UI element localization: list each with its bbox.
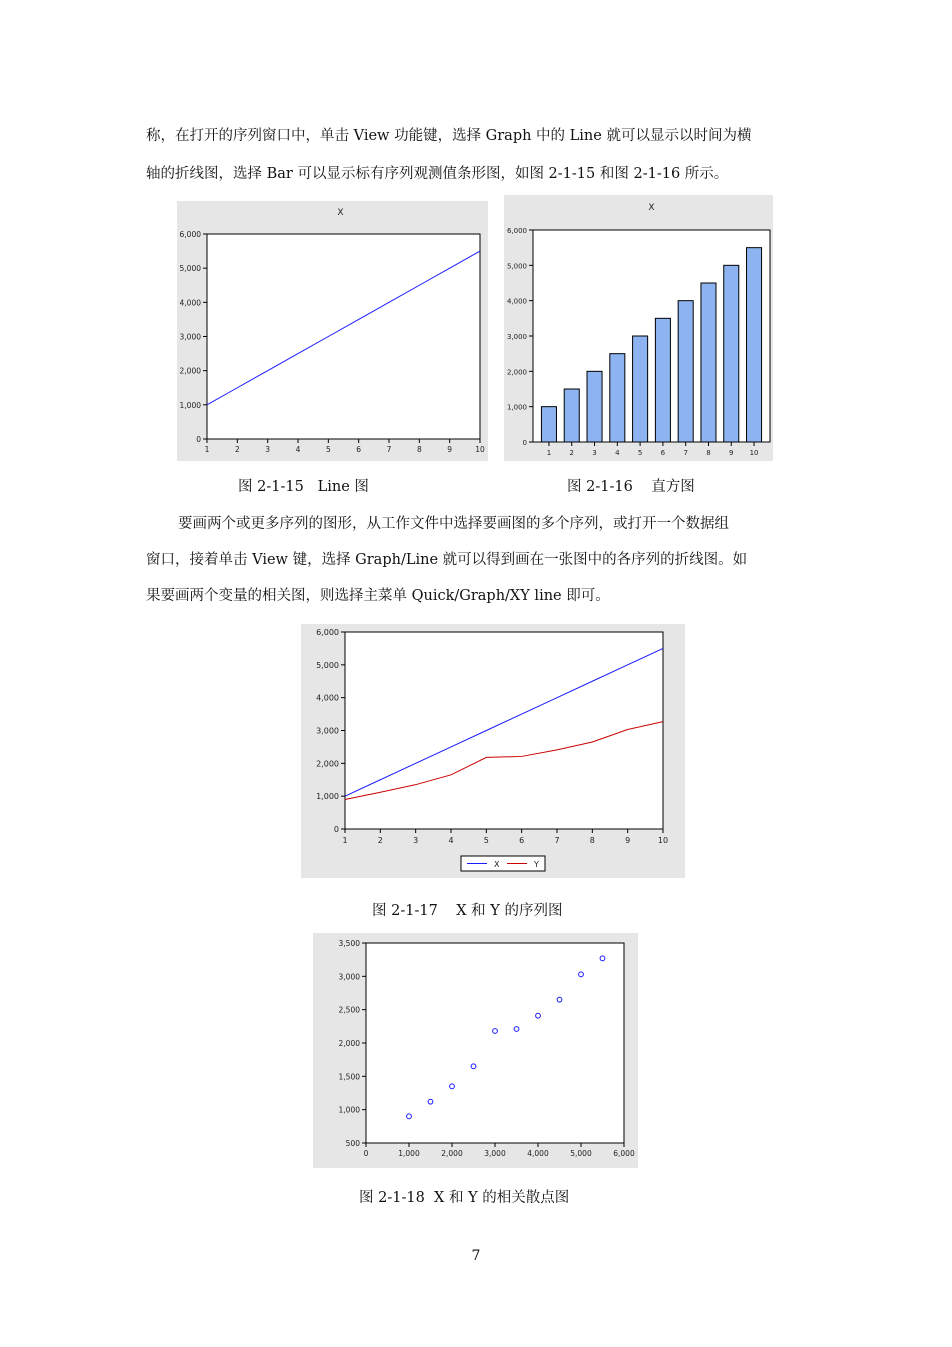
y-tick-label: 3,000 [316, 726, 339, 736]
chart-title: X [337, 208, 344, 218]
caption-fig-2-1-16: 图 2-1-16 直方图 [567, 479, 695, 495]
caption-fig-2-1-15: 图 2-1-15 Line 图 [238, 479, 369, 495]
y-tick-label: 1,500 [338, 1072, 360, 1082]
y-tick-label: 5,000 [506, 262, 527, 271]
x-tick-label: 8 [589, 836, 595, 845]
paragraph-2 [146, 512, 808, 605]
x-tick-label: 8 [416, 445, 422, 454]
bar [564, 389, 579, 442]
bar [747, 248, 762, 442]
x-tick-label: 4 [448, 836, 454, 845]
series-chart-svg [301, 624, 685, 878]
x-tick-label: 5,000 [570, 1149, 592, 1158]
legend-label-y: Y [534, 860, 539, 869]
paragraph-2-line-1: 要画两个或更多序列的图形，从工作文件中选择要画图的多个序列，或打开一个数据组 [178, 516, 729, 532]
y-tick-label: 4,000 [316, 693, 339, 703]
plot-area [207, 234, 480, 439]
x-tick-label: 7 [386, 445, 392, 454]
figure-scatter-chart [313, 933, 638, 1168]
paragraph-2-line-2: 窗口，接着单击 View 键，选择 Graph/Line 就可以得到画在一张图中的各序列的折线图。如 [146, 552, 748, 568]
figure-series-chart [301, 624, 685, 878]
scatter-chart-svg [313, 933, 638, 1168]
bar [655, 318, 670, 442]
bar [610, 354, 625, 442]
bar [701, 283, 716, 442]
y-tick-label: 3,500 [338, 939, 360, 948]
y-tick-label: 500 [345, 1139, 360, 1148]
x-tick-label: 4,000 [527, 1149, 549, 1158]
y-tick-label: 3,000 [179, 332, 201, 342]
plot-area [345, 632, 663, 829]
x-tick-label: 3 [592, 449, 597, 457]
y-tick-label: 6,000 [316, 628, 339, 637]
y-tick-label: 3,000 [506, 333, 527, 341]
plot-area [366, 943, 624, 1143]
figure-bar-chart [504, 195, 773, 461]
y-tick-label: 1,000 [316, 792, 339, 802]
x-tick-label: 6 [519, 836, 525, 845]
x-tick-label: 7 [554, 836, 560, 845]
y-tick-label: 2,000 [338, 1039, 360, 1048]
x-tick-label: 3 [265, 445, 271, 454]
y-tick-label: 2,000 [179, 366, 201, 376]
chart-title: X [648, 203, 655, 213]
paragraph-1-line-1: 称，在打开的序列窗口中，单击 View 功能键，选择 Graph 中的 Line 就可以显示以时间为横 [146, 128, 752, 144]
x-tick-label: 1,000 [398, 1149, 420, 1158]
paragraph-1-line-2: 轴的折线图，选择 Bar 可以显示标有序列观测值条形图，如图 2-1-15 和图 2-1-16 所示。 [146, 166, 729, 182]
y-tick-label: 0 [196, 435, 201, 444]
y-tick-label: 2,000 [316, 759, 339, 769]
x-tick-label: 9 [729, 449, 734, 457]
x-tick-label: 5 [325, 445, 331, 454]
x-tick-label: 7 [683, 449, 688, 457]
x-tick-label: 8 [706, 449, 711, 457]
y-tick-label: 4,000 [506, 297, 527, 306]
line-chart-svg [177, 201, 488, 461]
x-tick-label: 2 [234, 445, 240, 454]
x-tick-label: 10 [657, 836, 669, 845]
y-tick-label: 6,000 [506, 227, 527, 235]
y-tick-label: 5,000 [316, 660, 339, 670]
x-tick-label: 1 [204, 445, 210, 454]
y-tick-label: 4,000 [179, 298, 201, 308]
bar [587, 371, 602, 442]
y-tick-label: 3,000 [338, 972, 360, 982]
x-tick-label: 1 [546, 449, 552, 457]
x-tick-label: 9 [447, 445, 453, 454]
y-tick-label: 5,000 [179, 264, 201, 274]
x-tick-label: 6 [356, 445, 362, 454]
caption-fig-2-1-18: 图 2-1-18 X 和 Y 的相关散点图 [359, 1190, 570, 1206]
page-number: 7 [471, 1248, 481, 1264]
caption-fig-2-1-17: 图 2-1-17 X 和 Y 的序列图 [372, 903, 563, 919]
legend-label-x: X [494, 860, 500, 869]
x-tick-label: 10 [749, 449, 759, 457]
x-tick-label: 4 [615, 449, 620, 457]
y-tick-label: 0 [333, 825, 339, 834]
x-tick-label: 4 [295, 445, 301, 454]
paragraph-1 [146, 124, 808, 183]
bar [724, 265, 739, 442]
x-tick-label: 6 [660, 449, 666, 457]
y-tick-label: 1,000 [179, 400, 201, 410]
bar [541, 407, 556, 442]
y-tick-label: 6,000 [179, 230, 201, 239]
figure-line-chart [177, 201, 488, 461]
x-tick-label: 2 [569, 449, 574, 457]
bar [678, 301, 693, 442]
x-tick-label: 9 [625, 836, 631, 845]
bar-chart-svg [504, 195, 773, 461]
y-tick-label: 2,500 [338, 1005, 360, 1015]
y-tick-label: 2,000 [506, 368, 527, 377]
bar [633, 336, 648, 442]
x-tick-label: 1 [342, 836, 348, 845]
x-tick-label: 3 [413, 836, 419, 845]
y-tick-label: 1,000 [338, 1105, 360, 1115]
x-tick-label: 2,000 [441, 1149, 463, 1158]
x-tick-label: 5 [637, 449, 643, 457]
x-tick-label: 2 [377, 836, 383, 845]
x-tick-label: 5 [483, 836, 489, 845]
paragraph-2-line-3: 果要画两个变量的相关图，则选择主菜单 Quick/Graph/XY line 即可。 [146, 588, 610, 604]
x-tick-label: 0 [363, 1149, 369, 1158]
y-tick-label: 1,000 [506, 403, 527, 412]
x-tick-label: 3,000 [484, 1149, 506, 1158]
y-tick-label: 0 [522, 439, 527, 447]
x-tick-label: 10 [475, 445, 485, 454]
x-tick-label: 6,000 [613, 1149, 635, 1158]
